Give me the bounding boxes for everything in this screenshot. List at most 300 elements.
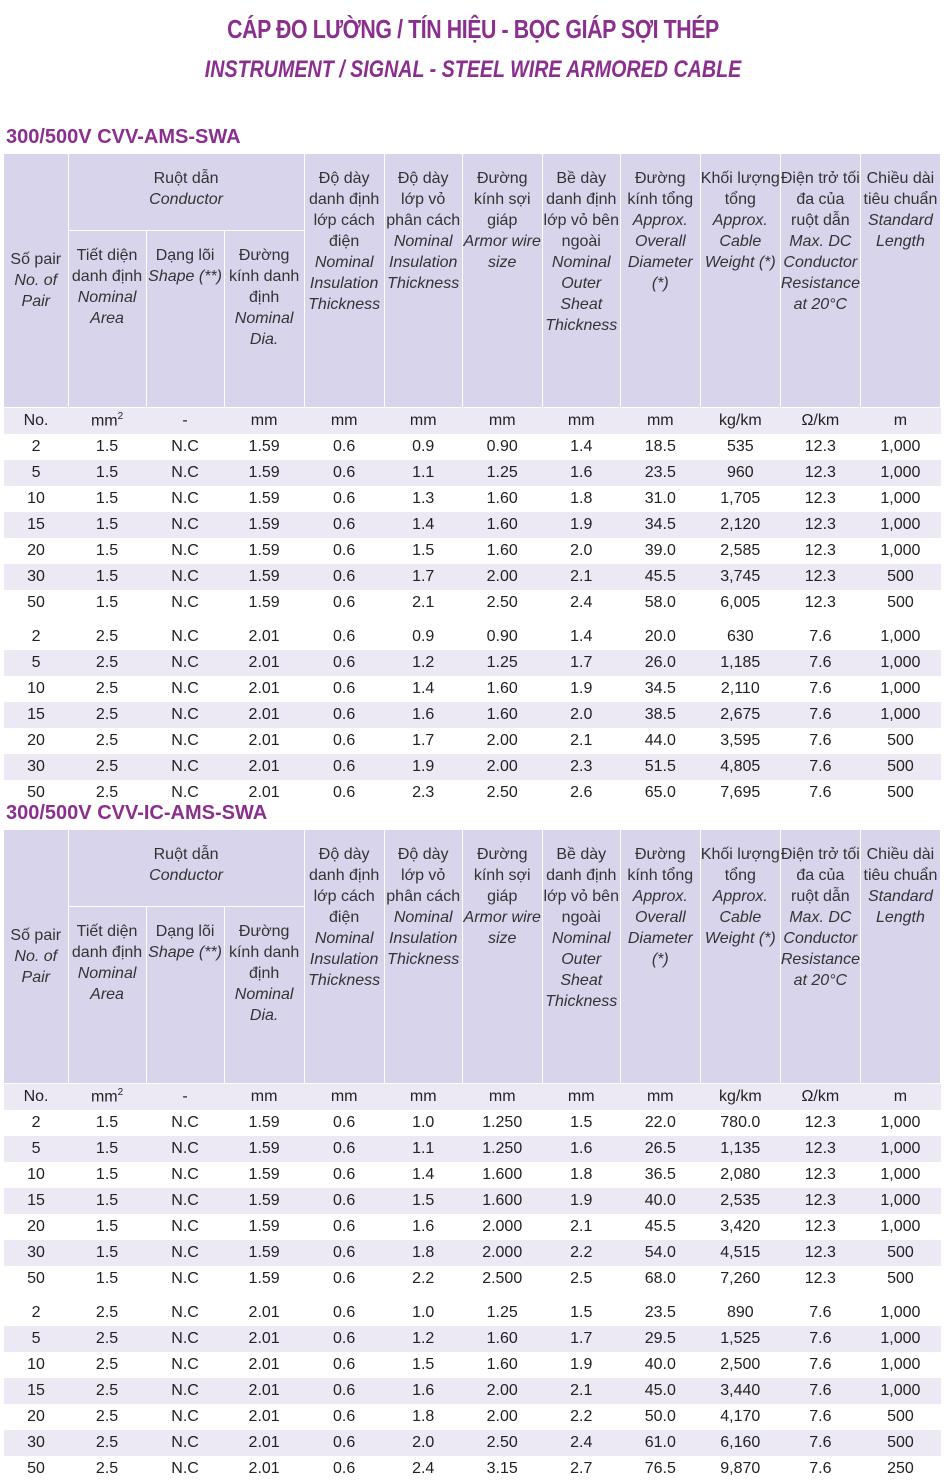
cell-sheath: 2.1: [542, 1378, 620, 1404]
unit-weight: kg/km: [700, 1084, 780, 1111]
cell-len: 1,000: [860, 1162, 940, 1188]
cell-pair_ins: 1.8: [384, 1404, 462, 1430]
table-row: [4, 650, 941, 676]
cell-weight: 1,135: [700, 1136, 780, 1162]
table-row: [4, 676, 941, 702]
header-res: [780, 154, 860, 408]
cell-res: 7.6: [780, 780, 860, 806]
cell-weight: 7,260: [700, 1266, 780, 1292]
header-dia-vn: Đường kính danh định: [228, 247, 300, 306]
header-armor: [462, 830, 542, 1084]
cell-weight: 890: [700, 1300, 780, 1326]
cell-shape: N.C: [146, 1188, 224, 1214]
header-weight: [700, 830, 780, 1084]
cell-area: 2.5: [68, 676, 146, 702]
header-res-vn: Điện trở tối đa của ruột dẫn: [780, 846, 860, 905]
header-dia-en: Nominal Dia.: [234, 986, 294, 1024]
cell-res: 12.3: [780, 538, 860, 564]
cell-weight: 780.0: [700, 1110, 780, 1136]
cell-od: 39.0: [620, 538, 700, 564]
unit-res: Ω/km: [780, 408, 860, 435]
gap-cell: [4, 616, 941, 624]
cell-ins: 0.6: [304, 590, 384, 616]
cell-sheath: 1.6: [542, 1136, 620, 1162]
cell-dia: 1.59: [224, 512, 304, 538]
cell-pair: 50: [4, 1266, 68, 1292]
cell-area: 1.5: [68, 1136, 146, 1162]
cell-res: 12.3: [780, 486, 860, 512]
cell-area: 1.5: [68, 460, 146, 486]
header-conductor: [68, 830, 304, 907]
cell-sheath: 1.7: [542, 1326, 620, 1352]
cell-pair: 5: [4, 1136, 68, 1162]
table-row: [4, 1430, 941, 1456]
cell-shape: N.C: [146, 564, 224, 590]
cell-dia: 1.59: [224, 590, 304, 616]
header-dia-vn: Đường kính danh định: [228, 923, 300, 982]
cell-od: 68.0: [620, 1266, 700, 1292]
cell-pair_ins: 1.0: [384, 1300, 462, 1326]
cell-sheath: 1.9: [542, 512, 620, 538]
cell-weight: 3,745: [700, 564, 780, 590]
cell-pair_ins: 0.9: [384, 434, 462, 460]
cell-dia: 1.59: [224, 434, 304, 460]
cell-sheath: 1.9: [542, 676, 620, 702]
cell-od: 40.0: [620, 1188, 700, 1214]
cell-weight: 4,170: [700, 1404, 780, 1430]
cell-pair: 50: [4, 1456, 68, 1482]
table-row: [4, 1240, 941, 1266]
cell-res: 7.6: [780, 1430, 860, 1456]
table-row: [4, 728, 941, 754]
cell-weight: 3,440: [700, 1378, 780, 1404]
cell-pair_ins: 1.4: [384, 676, 462, 702]
cell-ins: 0.6: [304, 1430, 384, 1456]
cell-sheath: 2.0: [542, 702, 620, 728]
cell-len: 250: [860, 1456, 940, 1482]
cell-area: 2.5: [68, 1456, 146, 1482]
cell-weight: 7,695: [700, 780, 780, 806]
cell-weight: 2,080: [700, 1162, 780, 1188]
cell-od: 45.5: [620, 564, 700, 590]
header-conductor-vn: Ruột dẫn: [153, 170, 219, 187]
cell-area: 2.5: [68, 780, 146, 806]
cell-ins: 0.6: [304, 728, 384, 754]
cell-shape: N.C: [146, 1214, 224, 1240]
cell-shape: N.C: [146, 1240, 224, 1266]
table-row: [4, 460, 941, 486]
cell-area: 1.5: [68, 512, 146, 538]
cell-len: 500: [860, 1266, 940, 1292]
section-title-1: 300/500V CVV-AMS-SWA: [6, 126, 241, 148]
header-ins-en: Nominal Insulation Thickness: [308, 254, 381, 313]
cell-ins: 0.6: [304, 780, 384, 806]
cell-res: 7.6: [780, 1378, 860, 1404]
cell-pair: 10: [4, 1162, 68, 1188]
cell-od: 50.0: [620, 1404, 700, 1430]
cell-len: 500: [860, 590, 940, 616]
header-weight: [700, 154, 780, 408]
cell-shape: N.C: [146, 1110, 224, 1136]
cell-dia: 1.59: [224, 538, 304, 564]
unit-ins: mm: [304, 408, 384, 435]
cell-pair: 30: [4, 564, 68, 590]
cell-od: 58.0: [620, 590, 700, 616]
cell-shape: N.C: [146, 1456, 224, 1482]
cell-ins: 0.6: [304, 1162, 384, 1188]
cell-ins: 0.6: [304, 1266, 384, 1292]
cell-pair_ins: 0.9: [384, 624, 462, 650]
cell-sheath: 2.7: [542, 1456, 620, 1482]
cell-res: 12.3: [780, 460, 860, 486]
cell-pair_ins: 1.3: [384, 486, 462, 512]
cell-od: 61.0: [620, 1430, 700, 1456]
cell-ins: 0.6: [304, 624, 384, 650]
cell-sheath: 2.4: [542, 590, 620, 616]
header-shape: [146, 231, 224, 408]
cell-area: 1.5: [68, 434, 146, 460]
cell-dia: 2.01: [224, 780, 304, 806]
table-row: [4, 1136, 941, 1162]
header-sheath-en: Nominal Outer Sheat Thickness: [545, 930, 618, 1010]
cell-shape: N.C: [146, 1300, 224, 1326]
cell-pair: 20: [4, 1214, 68, 1240]
cell-weight: 535: [700, 434, 780, 460]
cell-res: 7.6: [780, 1404, 860, 1430]
cell-shape: N.C: [146, 728, 224, 754]
cell-od: 51.5: [620, 754, 700, 780]
cell-sheath: 1.7: [542, 650, 620, 676]
header-sheath-vn: Bề dày danh định lớp vỏ bên ngoài: [543, 846, 619, 926]
header-sheath: [542, 830, 620, 1084]
cell-armor: 2.000: [462, 1240, 542, 1266]
cell-armor: 1.60: [462, 512, 542, 538]
cell-ins: 0.6: [304, 1456, 384, 1482]
header-weight-en: Approx. Cable Weight (*): [704, 888, 776, 947]
cell-area: 1.5: [68, 1110, 146, 1136]
units-row: [4, 1084, 941, 1111]
cell-pair: 5: [4, 1326, 68, 1352]
cell-area: 2.5: [68, 1430, 146, 1456]
cell-res: 12.3: [780, 1240, 860, 1266]
cell-ins: 0.6: [304, 512, 384, 538]
table-row: [4, 1456, 941, 1482]
unit-sheath: mm: [542, 1084, 620, 1111]
cell-pair: 15: [4, 1378, 68, 1404]
cell-shape: N.C: [146, 754, 224, 780]
cell-res: 7.6: [780, 1300, 860, 1326]
header-area: [68, 907, 146, 1084]
cell-res: 7.6: [780, 650, 860, 676]
header-len: [860, 154, 940, 408]
cell-shape: N.C: [146, 780, 224, 806]
cell-len: 500: [860, 754, 940, 780]
cell-armor: 1.25: [462, 1300, 542, 1326]
unit-shape: -: [146, 1084, 224, 1111]
cell-pair: 10: [4, 676, 68, 702]
cell-ins: 0.6: [304, 1214, 384, 1240]
cell-od: 26.0: [620, 650, 700, 676]
header-len-en: Standard Length: [867, 212, 933, 250]
cell-pair: 15: [4, 702, 68, 728]
unit-dia: mm: [224, 408, 304, 435]
cell-dia: 2.01: [224, 1300, 304, 1326]
cell-dia: 1.59: [224, 1240, 304, 1266]
cell-sheath: 1.9: [542, 1188, 620, 1214]
header-armor: [462, 154, 542, 408]
cell-len: 1,000: [860, 1110, 940, 1136]
cell-len: 500: [860, 1404, 940, 1430]
cell-dia: 2.01: [224, 1456, 304, 1482]
cell-len: 1,000: [860, 512, 940, 538]
header-weight-vn: Khối lượng tổng: [700, 170, 780, 208]
cell-area: 2.5: [68, 754, 146, 780]
cell-shape: N.C: [146, 538, 224, 564]
table-row: [4, 564, 941, 590]
cell-ins: 0.6: [304, 1240, 384, 1266]
cell-sheath: 2.2: [542, 1240, 620, 1266]
cell-od: 45.0: [620, 1378, 700, 1404]
cell-armor: 1.60: [462, 702, 542, 728]
cell-res: 12.3: [780, 1136, 860, 1162]
cell-sheath: 2.6: [542, 780, 620, 806]
cell-pair_ins: 1.6: [384, 702, 462, 728]
cell-od: 40.0: [620, 1352, 700, 1378]
cell-dia: 2.01: [224, 1378, 304, 1404]
cell-ins: 0.6: [304, 676, 384, 702]
header-conductor-en: Conductor: [149, 867, 223, 884]
cell-pair_ins: 1.1: [384, 1136, 462, 1162]
cell-armor: 1.25: [462, 650, 542, 676]
unit-sheath: mm: [542, 408, 620, 435]
cell-dia: 2.01: [224, 1326, 304, 1352]
cell-sheath: 1.4: [542, 624, 620, 650]
unit-ins: mm: [304, 1084, 384, 1111]
cell-weight: 960: [700, 460, 780, 486]
page-title: CÁP ĐO LƯỜNG / TÍN HIỆU - BỌC GIÁP SỢI THÉP: [227, 14, 719, 44]
cell-weight: 9,870: [700, 1456, 780, 1482]
header-row-top: [4, 154, 941, 231]
header-armor-vn: Đường kính sợi giáp: [473, 846, 531, 905]
cell-area: 1.5: [68, 538, 146, 564]
cell-armor: 3.15: [462, 1456, 542, 1482]
cell-shape: N.C: [146, 460, 224, 486]
cell-len: 500: [860, 1240, 940, 1266]
cell-pair_ins: 1.0: [384, 1110, 462, 1136]
cell-ins: 0.6: [304, 564, 384, 590]
cell-dia: 2.01: [224, 1430, 304, 1456]
cell-dia: 1.59: [224, 1214, 304, 1240]
cell-od: 65.0: [620, 780, 700, 806]
cell-shape: N.C: [146, 1136, 224, 1162]
cell-armor: 0.90: [462, 624, 542, 650]
cell-weight: 3,595: [700, 728, 780, 754]
cell-od: 26.5: [620, 1136, 700, 1162]
cell-ins: 0.6: [304, 1326, 384, 1352]
cell-weight: 6,160: [700, 1430, 780, 1456]
unit-len: m: [860, 1084, 940, 1111]
cell-dia: 1.59: [224, 1162, 304, 1188]
cell-ins: 0.6: [304, 1136, 384, 1162]
cell-od: 23.5: [620, 1300, 700, 1326]
cell-dia: 1.59: [224, 1266, 304, 1292]
cell-pair_ins: 1.2: [384, 1326, 462, 1352]
header-sheath: [542, 154, 620, 408]
cell-shape: N.C: [146, 1162, 224, 1188]
cell-pair_ins: 1.4: [384, 1162, 462, 1188]
header-res: [780, 830, 860, 1084]
cell-pair: 15: [4, 1188, 68, 1214]
header-area: [68, 231, 146, 408]
cell-armor: 2.000: [462, 1214, 542, 1240]
spec-table-1: [4, 154, 941, 806]
header-shape-vn: Dạng lõi: [155, 247, 215, 264]
cell-res: 7.6: [780, 1326, 860, 1352]
cell-od: 34.5: [620, 676, 700, 702]
cell-pair_ins: 1.8: [384, 1240, 462, 1266]
cell-pair_ins: 1.6: [384, 1214, 462, 1240]
cell-sheath: 1.5: [542, 1300, 620, 1326]
cell-pair: 50: [4, 780, 68, 806]
cell-ins: 0.6: [304, 650, 384, 676]
cell-od: 18.5: [620, 434, 700, 460]
cell-pair: 30: [4, 1240, 68, 1266]
cell-weight: 2,110: [700, 676, 780, 702]
cell-pair: 15: [4, 512, 68, 538]
cell-shape: N.C: [146, 434, 224, 460]
cell-area: 2.5: [68, 728, 146, 754]
cell-weight: 6,005: [700, 590, 780, 616]
cell-len: 1,000: [860, 1352, 940, 1378]
header-shape-vn: Dạng lõi: [155, 923, 215, 940]
cell-shape: N.C: [146, 676, 224, 702]
cell-pair: 2: [4, 434, 68, 460]
cell-armor: 2.50: [462, 590, 542, 616]
cell-weight: 2,585: [700, 538, 780, 564]
header-od-vn: Đường kính tổng: [627, 170, 694, 208]
table-row: [4, 1404, 941, 1430]
cell-weight: 4,805: [700, 754, 780, 780]
cell-pair_ins: 1.1: [384, 460, 462, 486]
cell-res: 12.3: [780, 1266, 860, 1292]
cell-armor: 1.60: [462, 1326, 542, 1352]
cell-pair_ins: 2.2: [384, 1266, 462, 1292]
cell-sheath: 1.8: [542, 486, 620, 512]
cell-len: 1,000: [860, 676, 940, 702]
units-row: [4, 408, 941, 435]
cell-od: 76.5: [620, 1456, 700, 1482]
group-gap: [4, 1292, 941, 1300]
header-conductor: [68, 154, 304, 231]
cell-len: 1,000: [860, 486, 940, 512]
cell-shape: N.C: [146, 650, 224, 676]
cell-pair: 30: [4, 754, 68, 780]
header-od-en: Approx. Overall Diameter (*): [627, 888, 693, 968]
cell-area: 1.5: [68, 1266, 146, 1292]
header-armor-en: Armor wire size: [463, 909, 541, 947]
gap-cell: [4, 1292, 941, 1300]
cell-len: 1,000: [860, 1378, 940, 1404]
cell-ins: 0.6: [304, 1188, 384, 1214]
cell-armor: 2.00: [462, 754, 542, 780]
cell-area: 2.5: [68, 1378, 146, 1404]
cell-ins: 0.6: [304, 538, 384, 564]
header-ins-vn: Độ dày danh định lớp cách điện: [309, 170, 380, 250]
cell-od: 23.5: [620, 460, 700, 486]
table-row: [4, 486, 941, 512]
cell-dia: 2.01: [224, 650, 304, 676]
cell-pair: 5: [4, 460, 68, 486]
header-armor-vn: Đường kính sợi giáp: [473, 170, 531, 229]
cell-sheath: 2.1: [542, 728, 620, 754]
cell-len: 500: [860, 1430, 940, 1456]
cell-len: 1,000: [860, 460, 940, 486]
group-gap: [4, 616, 941, 624]
table-row: [4, 1326, 941, 1352]
cell-res: 12.3: [780, 434, 860, 460]
cell-pair: 30: [4, 1430, 68, 1456]
header-pair-ins-vn: Độ dày lớp vỏ phân cách: [386, 170, 461, 229]
cell-ins: 0.6: [304, 486, 384, 512]
header-shape: [146, 907, 224, 1084]
cell-armor: 1.60: [462, 486, 542, 512]
cell-weight: 2,120: [700, 512, 780, 538]
cell-shape: N.C: [146, 1352, 224, 1378]
header-len-en: Standard Length: [867, 888, 933, 926]
cell-sheath: 1.5: [542, 1110, 620, 1136]
cell-len: 500: [860, 564, 940, 590]
cell-ins: 0.6: [304, 1300, 384, 1326]
cell-pair_ins: 1.6: [384, 1378, 462, 1404]
cell-armor: 1.600: [462, 1188, 542, 1214]
cell-ins: 0.6: [304, 1404, 384, 1430]
header-dia-en: Nominal Dia.: [234, 310, 294, 348]
table-row: [4, 590, 941, 616]
unit-dia: mm: [224, 1084, 304, 1111]
cell-dia: 2.01: [224, 702, 304, 728]
cell-area: 2.5: [68, 624, 146, 650]
header-od-vn: Đường kính tổng: [627, 846, 694, 884]
header-pair-vn: Số pair: [10, 251, 62, 268]
cell-area: 2.5: [68, 1300, 146, 1326]
unit-res: Ω/km: [780, 1084, 860, 1111]
header-conductor-vn: Ruột dẫn: [153, 846, 219, 863]
header-res-en: Max. DC Conductor Resistance at 20°C: [780, 909, 860, 989]
cell-len: 500: [860, 728, 940, 754]
cell-len: 1,000: [860, 1188, 940, 1214]
header-res-vn: Điện trở tối đa của ruột dẫn: [780, 170, 860, 229]
cell-ins: 0.6: [304, 434, 384, 460]
header-len-vn: Chiều dài tiêu chuẩn: [863, 846, 938, 884]
header-pair: [4, 154, 68, 408]
cell-area: 2.5: [68, 1352, 146, 1378]
table-row: [4, 1214, 941, 1240]
cell-dia: 1.59: [224, 1136, 304, 1162]
cell-sheath: 2.5: [542, 1266, 620, 1292]
table-row: [4, 754, 941, 780]
cell-shape: N.C: [146, 1404, 224, 1430]
cell-pair: 5: [4, 650, 68, 676]
header-area-vn: Tiết diện danh định: [71, 923, 143, 961]
table-row: [4, 1300, 941, 1326]
cell-pair_ins: 1.5: [384, 1188, 462, 1214]
header-area-vn: Tiết diện danh định: [71, 247, 143, 285]
cell-od: 29.5: [620, 1326, 700, 1352]
header-od: [620, 830, 700, 1084]
cell-sheath: 1.6: [542, 460, 620, 486]
cell-od: 38.5: [620, 702, 700, 728]
unit-weight: kg/km: [700, 408, 780, 435]
